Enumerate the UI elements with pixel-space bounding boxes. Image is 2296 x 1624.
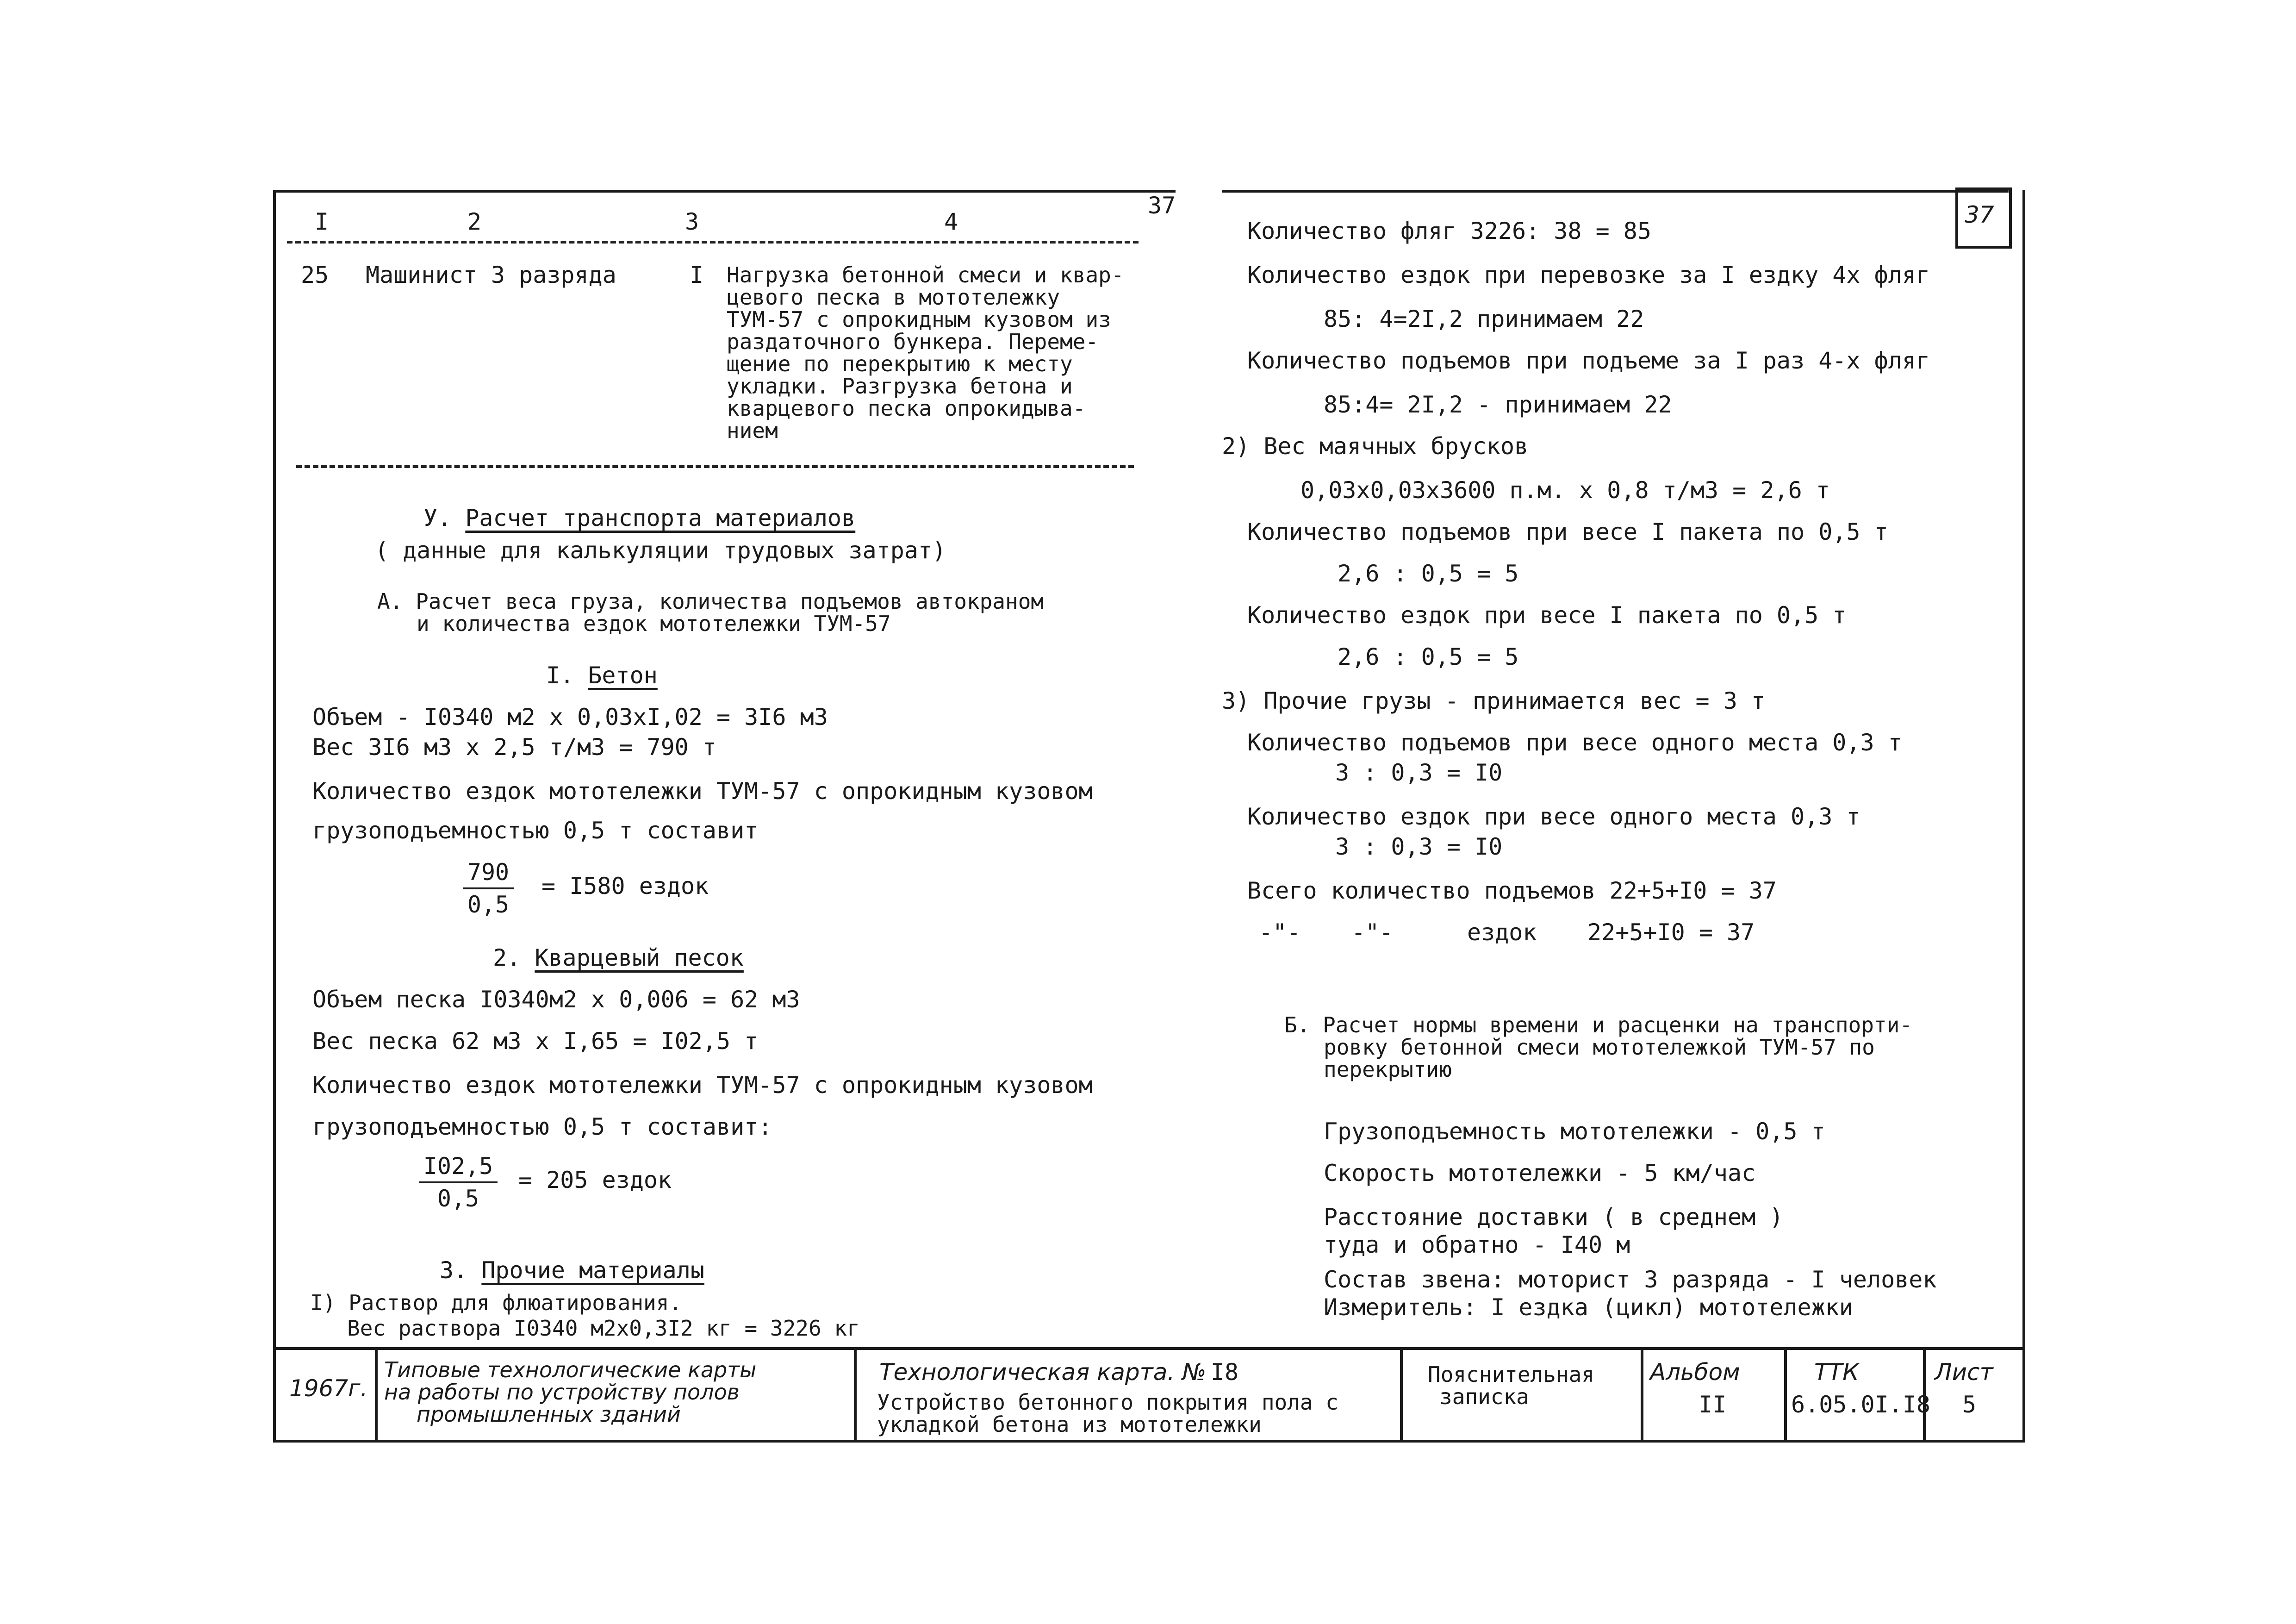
stamp-card-title xyxy=(879,1359,1238,1386)
sand-heading xyxy=(493,944,744,971)
concrete-title: Бетон xyxy=(588,662,658,689)
row-profession: Машинист 3 разряда xyxy=(366,262,616,288)
sand-title: Кварцевый песок xyxy=(535,944,744,971)
fraction-denominator: 0,5 xyxy=(437,1185,479,1212)
stamp-series xyxy=(384,1359,756,1425)
sand-fraction xyxy=(419,1153,498,1212)
stamp-bottom-line xyxy=(273,1440,2025,1443)
other-cargo-trips-calc: 3 : 0,3 = I0 xyxy=(1335,833,1503,860)
meter-line: Измеритель: I ездка (цикл) мототележки xyxy=(1324,1294,1853,1321)
frame-top-line xyxy=(273,190,1176,193)
fraction-bar xyxy=(463,887,514,889)
frame-top-line-right xyxy=(1222,190,2009,193)
bars-trips: Количество ездок при весе I пакета по 0,5 т xyxy=(1247,602,1847,629)
card-title-text: Технологическая карта. № xyxy=(879,1359,1207,1386)
work-line: нием xyxy=(727,418,778,443)
col-header-4: 4 xyxy=(944,208,958,235)
other-cargo-trips: Количество ездок при весе одного места 0,3 т xyxy=(1247,803,1860,830)
concrete-number: I. xyxy=(546,662,574,689)
stamp-doc-type xyxy=(1428,1363,1594,1408)
concrete-heading xyxy=(546,662,658,689)
header-divider xyxy=(287,241,1139,244)
work-line: ТУМ-57 с опрокидным кузовом из xyxy=(727,307,1111,332)
doc-type-line: записка xyxy=(1439,1384,1529,1409)
part-b-line: ровку бетонной смеси мототележкой ТУМ-57 по xyxy=(1324,1035,1875,1060)
flasks-trips-calc: 85: 4=2I,2 принимаем 22 xyxy=(1324,306,1644,332)
stamp-sheet-value: 5 xyxy=(1962,1391,1977,1418)
part-b-line: перекрытию xyxy=(1324,1057,1452,1082)
other-cargo-lifts-calc: 3 : 0,3 = I0 xyxy=(1335,759,1503,786)
concrete-trips-line2: грузоподъемностью 0,5 т составит xyxy=(312,817,759,844)
sand-trips-line2: грузоподъемностью 0,5 т составит: xyxy=(312,1113,772,1140)
bars-title: 2) Вес маячных брусков xyxy=(1222,433,1529,460)
section-subtitle: ( данные для калькуляции трудовых затрат) xyxy=(375,537,946,564)
flasks-count: Количество фляг 3226: 38 = 85 xyxy=(1247,218,1651,244)
concrete-trips-line1: Количество ездок мототележки ТУМ-57 с опрокидным кузовом xyxy=(312,778,1093,805)
bars-trips-calc: 2,6 : 0,5 = 5 xyxy=(1338,643,1519,670)
total-trips-calc: 22+5+I0 = 37 xyxy=(1587,919,1755,946)
stamp-divider-3 xyxy=(1400,1347,1403,1440)
card-desc-line: Устройство бетонного покрытия пола с xyxy=(877,1390,1338,1415)
work-line: Нагрузка бетонной смеси и квар- xyxy=(727,262,1124,287)
sand-trips-line1: Количество ездок мототележки ТУМ-57 с опрокидным кузовом xyxy=(312,1072,1093,1099)
stamp-album-label: Альбом xyxy=(1650,1359,1740,1386)
total-trips-ditto-2: -"- xyxy=(1351,919,1394,946)
stamp-album-value: II xyxy=(1699,1391,1727,1418)
solution-title: I) Раствор для флюатирования. xyxy=(310,1290,682,1315)
card-desc-line: укладкой бетона из мототележки xyxy=(877,1412,1262,1437)
row-count: I xyxy=(690,262,704,288)
stamp-divider-1 xyxy=(375,1347,378,1440)
work-line: щение по перекрытию к месту xyxy=(727,351,1073,376)
page-number-top: 37 xyxy=(1148,192,1176,219)
section-number: У. xyxy=(423,505,452,531)
total-trips-ditto-1: -"- xyxy=(1259,919,1301,946)
sand-trips-result: = 205 ездок xyxy=(518,1167,672,1193)
sand-weight: Вес песка 62 м3 х I,65 = I02,5 т xyxy=(312,1028,759,1055)
concrete-weight: Вес 3I6 м3 х 2,5 т/м3 = 790 т xyxy=(312,734,716,761)
part-a-line: и количества ездок мототележки ТУМ-57 xyxy=(417,611,891,636)
stamp-ttk-value: 6.05.0I.I8 xyxy=(1791,1391,1931,1418)
stamp-ttk-label: ТТК xyxy=(1814,1359,1859,1386)
solution-weight: Вес раствора I0340 м2х0,3I2 кг = 3226 кг xyxy=(347,1316,860,1341)
fraction-numerator: 790 xyxy=(467,859,510,886)
frame-right-line xyxy=(2022,190,2025,1440)
row-divider xyxy=(296,465,1134,468)
part-b-heading xyxy=(1284,1014,1912,1081)
series-line: Типовые технологические карты xyxy=(384,1357,757,1382)
work-line: раздаточного бункера. Переме- xyxy=(727,329,1099,354)
fraction-denominator: 0,5 xyxy=(467,891,510,918)
stamp-divider-4 xyxy=(1641,1347,1643,1440)
concrete-volume: Объем - I0340 м2 х 0,03хI,02 = 3I6 м3 xyxy=(312,704,828,731)
speed-line: Скорость мототележки - 5 км/час xyxy=(1324,1160,1756,1187)
bars-lifts: Количество подъемов при весе I пакета по 0,5 т xyxy=(1247,518,1888,545)
total-lifts: Всего количество подъемов 22+5+I0 = 37 xyxy=(1247,877,1777,904)
stamp-divider-2 xyxy=(854,1347,857,1440)
other-cargo-title: 3) Прочие грузы - принимается вес = 3 т xyxy=(1222,687,1765,714)
flasks-trips: Количество ездок при перевозке за I ездку 4х фляг xyxy=(1247,262,1930,288)
section-heading xyxy=(423,505,855,531)
concrete-fraction xyxy=(463,859,514,918)
stamp-divider-5 xyxy=(1784,1347,1787,1440)
series-line: на работы по устройству полов xyxy=(384,1380,740,1405)
page-number-box-value: 37 xyxy=(1965,201,1994,228)
part-a-heading xyxy=(377,590,1044,635)
work-line: укладки. Разгрузка бетона и xyxy=(727,374,1073,399)
sand-number: 2. xyxy=(493,944,521,971)
work-line: кварцевого песка опрокидыва- xyxy=(727,396,1086,421)
doc-type-line: Пояснительная xyxy=(1428,1362,1595,1387)
part-a-line: А. Расчет веса груза, количества подъемов автокраном xyxy=(377,589,1044,614)
flasks-lifts-calc: 85:4= 2I,2 - принимаем 22 xyxy=(1324,391,1672,418)
row-number: 25 xyxy=(301,262,329,288)
other-materials-title: Прочие материалы xyxy=(481,1257,704,1284)
crew-line: Состав звена: моторист 3 разряда - I человек xyxy=(1324,1266,1937,1293)
concrete-trips-result: = I580 ездок xyxy=(541,873,709,899)
col-header-1: I xyxy=(315,208,329,235)
other-materials-number: 3. xyxy=(440,1257,468,1284)
section-title: Расчет транспорта материалов xyxy=(465,505,856,531)
series-line: промышленных зданий xyxy=(417,1402,681,1427)
frame-left-line xyxy=(273,190,276,1440)
bars-calc: 0,03х0,03х3600 п.м. х 0,8 т/м3 = 2,6 т xyxy=(1300,477,1830,504)
card-number: I8 xyxy=(1210,1359,1239,1386)
col-header-2: 2 xyxy=(467,208,482,235)
distance-line2: туда и обратно - I40 м xyxy=(1324,1231,1630,1258)
stamp-sheet-label: Лист xyxy=(1935,1359,1993,1386)
part-b-line: Б. Расчет нормы времени и расценки на транспорти- xyxy=(1284,1012,1913,1037)
distance-line1: Расстояние доставки ( в среднем ) xyxy=(1324,1204,1784,1230)
bars-lifts-calc: 2,6 : 0,5 = 5 xyxy=(1338,560,1519,587)
stamp-year: 1967г. xyxy=(289,1375,368,1402)
capacity-line: Грузоподъемность мототележки - 0,5 т xyxy=(1324,1118,1825,1145)
other-materials-heading xyxy=(440,1257,704,1284)
row-work-description xyxy=(727,264,1124,442)
stamp-card-description xyxy=(877,1391,1338,1436)
total-trips-word: ездок xyxy=(1467,919,1537,946)
fraction-numerator: I02,5 xyxy=(423,1153,493,1180)
work-line: цевого песка в мототележку xyxy=(727,285,1060,310)
other-cargo-lifts: Количество подъемов при весе одного места 0,3 т xyxy=(1247,729,1902,756)
sand-volume: Объем песка I0340м2 х 0,006 = 62 м3 xyxy=(312,986,800,1013)
flasks-lifts: Количество подъемов при подъеме за I раз 4-х фляг xyxy=(1247,347,1930,374)
fraction-bar xyxy=(419,1181,498,1183)
col-header-3: 3 xyxy=(685,208,699,235)
stamp-top-line xyxy=(273,1347,2025,1350)
